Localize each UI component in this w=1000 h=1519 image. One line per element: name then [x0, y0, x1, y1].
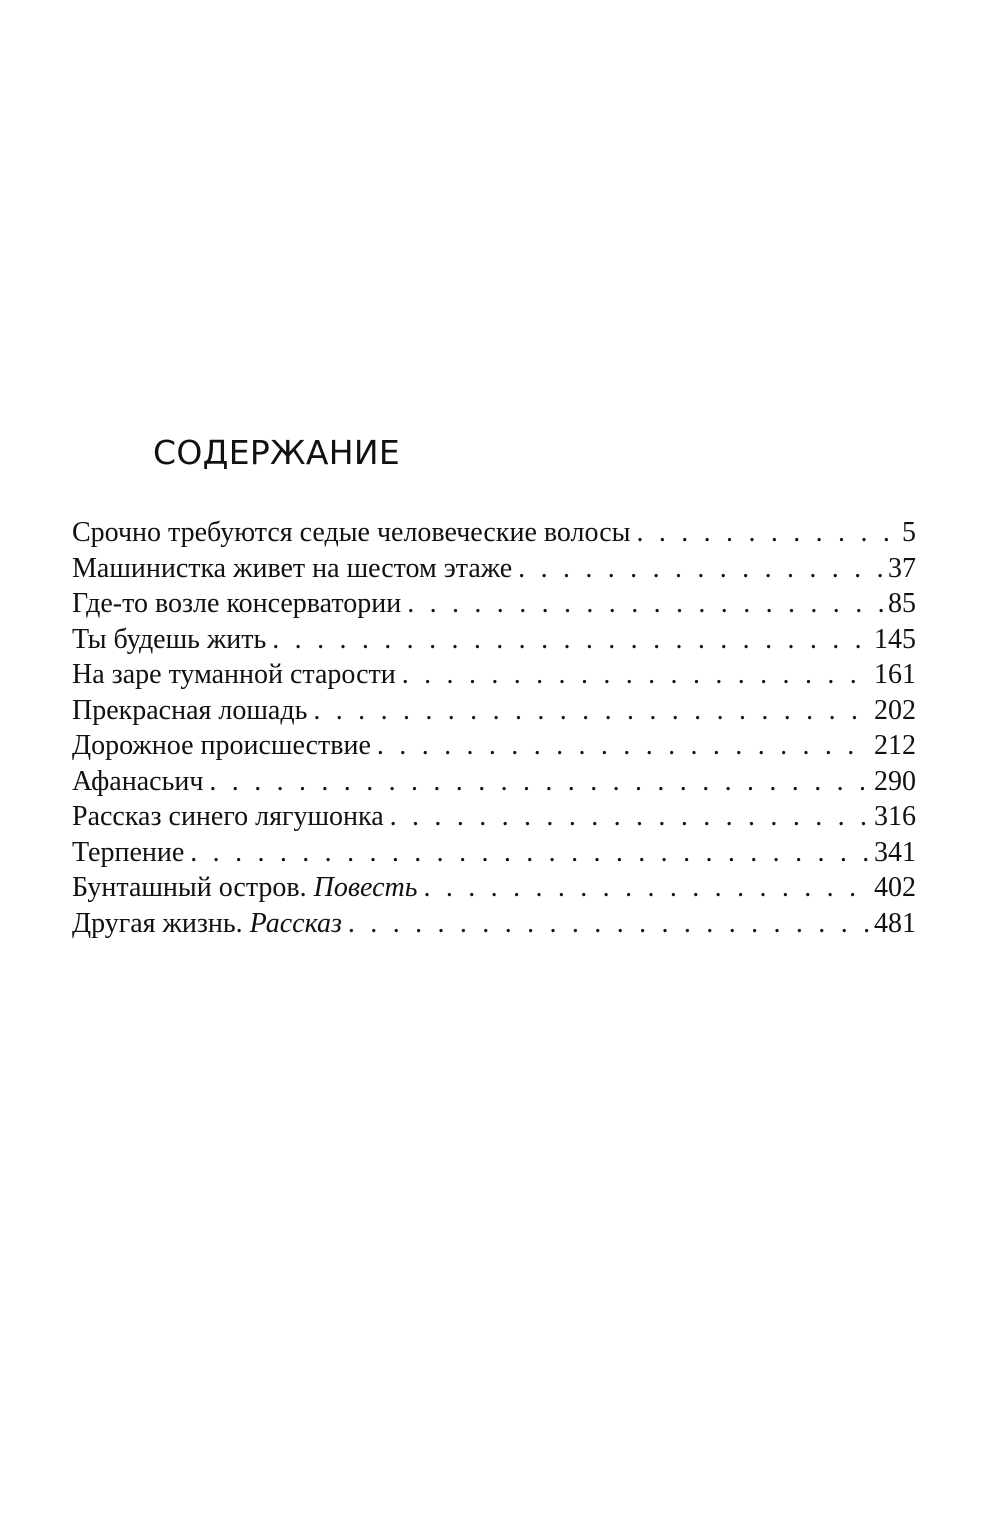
dot-leader	[209, 764, 870, 800]
table-of-contents	[72, 515, 916, 941]
toc-entry-page: 5	[902, 517, 916, 548]
toc-entry-page: 145	[874, 623, 916, 655]
toc-entry-title: Срочно требуются седые человеческие волосы	[72, 517, 631, 548]
toc-entry-page: 161	[874, 659, 916, 690]
toc-entry-title: Дорожное происшествие	[72, 730, 371, 761]
dot-leader	[407, 586, 884, 622]
toc-entry-title-text: Другая жизнь.	[72, 907, 243, 939]
toc-entry	[72, 870, 916, 906]
dot-leader	[190, 835, 870, 871]
toc-entry-title: Рассказ синего лягушонка	[72, 801, 384, 832]
toc-entry	[72, 551, 916, 587]
toc-entry-page: 212	[874, 730, 916, 761]
toc-entry-title: Прекрасная лошадь	[72, 694, 308, 726]
toc-entry-genre: Повесть	[313, 872, 418, 903]
dot-leader	[348, 906, 870, 942]
dot-leader	[390, 799, 870, 835]
toc-entry	[72, 728, 916, 764]
toc-entry	[72, 622, 916, 658]
toc-entry	[72, 657, 916, 693]
toc-entry-page: 202	[874, 694, 916, 726]
dot-leader	[518, 551, 884, 587]
toc-entry-page: 402	[874, 872, 916, 903]
dot-leader	[423, 870, 870, 906]
toc-entry	[72, 764, 916, 800]
toc-entry-page: 341	[874, 836, 916, 868]
toc-entry	[72, 693, 916, 729]
toc-entry	[72, 906, 916, 942]
toc-entry-title: На заре туманной старости	[72, 659, 396, 690]
toc-entry-title: Где-то возле консерватории	[72, 588, 402, 619]
toc-entry-title: Машинистка живет на шестом этаже	[72, 552, 513, 584]
toc-entry-title: Ты будешь жить	[72, 623, 267, 655]
toc-entry	[72, 799, 916, 835]
toc-entry-genre: Рассказ	[249, 907, 342, 939]
toc-entry-page: 37	[888, 552, 916, 584]
toc-entry	[72, 515, 916, 551]
toc-heading: СОДЕРЖАНИЕ	[153, 433, 401, 472]
toc-entry-page: 316	[874, 801, 916, 832]
toc-entry-page: 290	[874, 765, 916, 797]
dot-leader	[402, 657, 870, 693]
toc-entry-page: 481	[874, 907, 916, 939]
dot-leader	[272, 622, 870, 658]
toc-entry	[72, 835, 916, 871]
toc-entry-title: Терпение	[72, 836, 185, 868]
toc-entry-title-text: Бунташный остров.	[72, 872, 307, 903]
dot-leader	[313, 693, 870, 729]
dot-leader	[636, 515, 898, 551]
toc-entry-page: 85	[888, 588, 916, 619]
toc-entry-title: Афанасьич	[72, 765, 204, 797]
toc-entry-title	[72, 906, 342, 942]
toc-entry	[72, 586, 916, 622]
dot-leader	[377, 728, 870, 764]
toc-entry-title	[72, 870, 417, 906]
